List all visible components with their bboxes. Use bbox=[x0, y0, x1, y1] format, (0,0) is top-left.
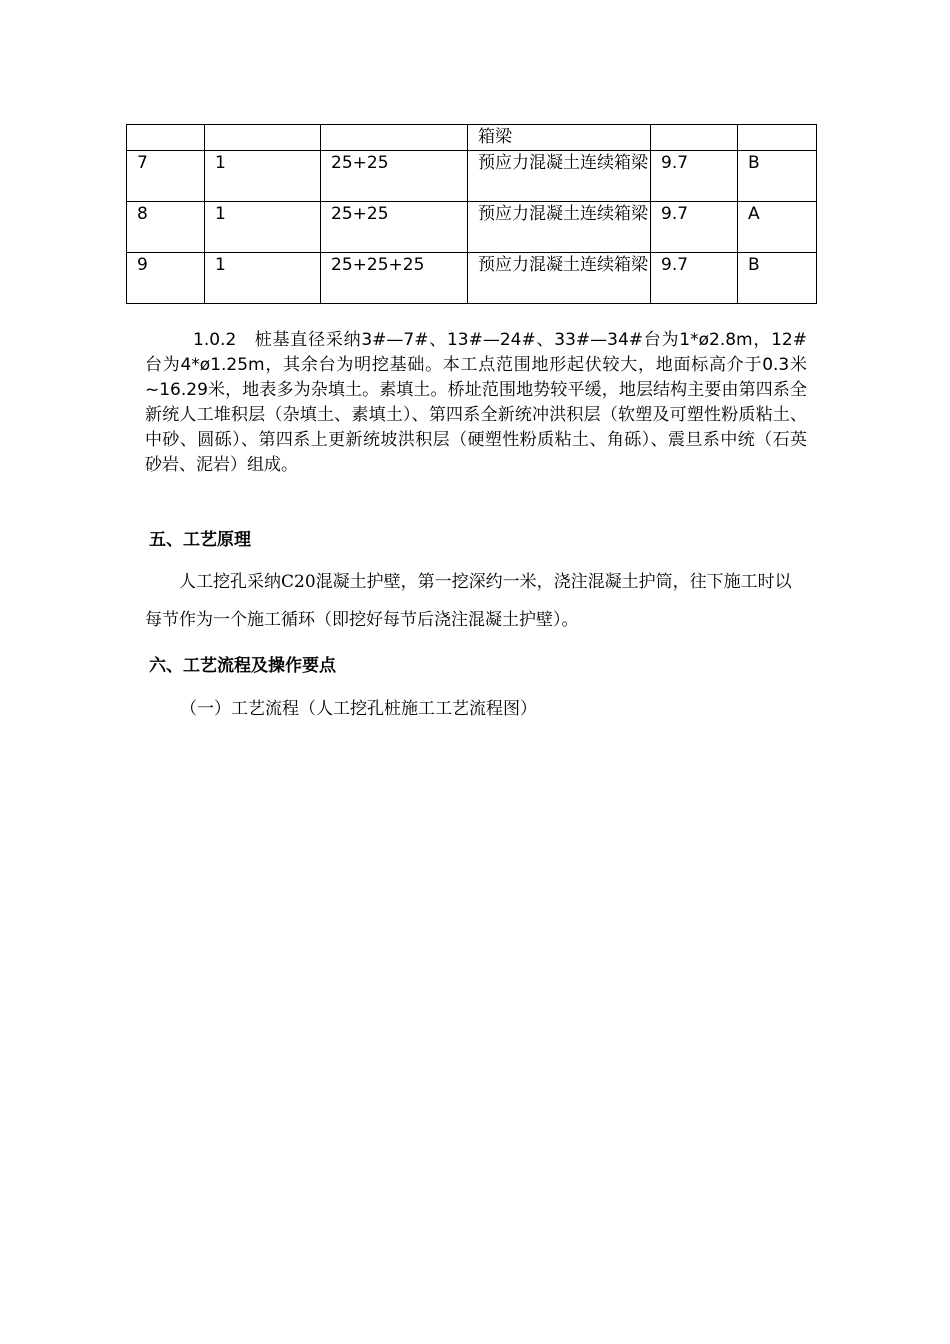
table-row bbox=[127, 202, 817, 253]
table-cell: 预应力混凝土连续箱梁 bbox=[468, 202, 651, 253]
table-cell: 25+25 bbox=[321, 202, 468, 253]
table-cell bbox=[321, 125, 468, 151]
table-cell: 9.7 bbox=[651, 151, 738, 202]
bridge-spec-table bbox=[126, 124, 817, 304]
table-cell bbox=[651, 125, 738, 151]
section-heading-5: 五、工艺原理 bbox=[149, 530, 251, 550]
table-cell: 1 bbox=[205, 253, 321, 304]
section-5-body bbox=[145, 563, 807, 639]
table-cell: 箱梁 bbox=[468, 125, 651, 151]
table-cell: 9 bbox=[127, 253, 205, 304]
paragraph-1-0-2 bbox=[145, 328, 807, 478]
table-cell: 25+25 bbox=[321, 151, 468, 202]
table-cell bbox=[205, 125, 321, 151]
table-cell: 7 bbox=[127, 151, 205, 202]
table-cell: A bbox=[738, 202, 817, 253]
table-cell: 9.7 bbox=[651, 202, 738, 253]
table-cell: B bbox=[738, 253, 817, 304]
table-cell bbox=[127, 125, 205, 151]
table-cell: 1 bbox=[205, 151, 321, 202]
table-cell: B bbox=[738, 151, 817, 202]
subsection-heading-1 bbox=[180, 690, 800, 728]
table-cell: 25+25+25 bbox=[321, 253, 468, 304]
table-row bbox=[127, 253, 817, 304]
paragraph-text: 人工挖孔采纳C20混凝土护壁，第一挖深约一米，浇注混凝土护筒，往下施工时以每节作为一个施工循环（即挖好每节后浇注混凝土护壁）。 bbox=[145, 572, 792, 630]
table-cell: 9.7 bbox=[651, 253, 738, 304]
table-row bbox=[127, 151, 817, 202]
table-cell bbox=[738, 125, 817, 151]
section-heading-6: 六、工艺流程及操作要点 bbox=[149, 656, 336, 676]
paragraph-text: 1.0.2 桩基直径采纳3#—7#、13#—24#、33#—34#台为1*ø2.8m，12#台为4*ø1.25m，其余台为明挖基础。本工点范围地形起伏较大，地面标高介于0.3米~16.29米，地表多为杂填土。素填土。桥址范围地势较平缓，地层结构主要由第四系全新统人工堆积层（杂填土、素填土）、第四系全新统冲洪积层（软塑及可塑性粉质粘土、中砂、圆砾）、第四系上更新统坡洪积层（硬塑性粉质粘土、角砾）、震旦系中统（石英砂岩、泥岩）组成。 bbox=[145, 330, 807, 475]
table-cell: 1 bbox=[205, 202, 321, 253]
table-row bbox=[127, 125, 817, 151]
table-cell: 预应力混凝土连续箱梁 bbox=[468, 253, 651, 304]
table-cell: 8 bbox=[127, 202, 205, 253]
paragraph-text: （一）工艺流程（人工挖孔桩施工工艺流程图） bbox=[180, 699, 537, 719]
table-cell: 预应力混凝土连续箱梁 bbox=[468, 151, 651, 202]
